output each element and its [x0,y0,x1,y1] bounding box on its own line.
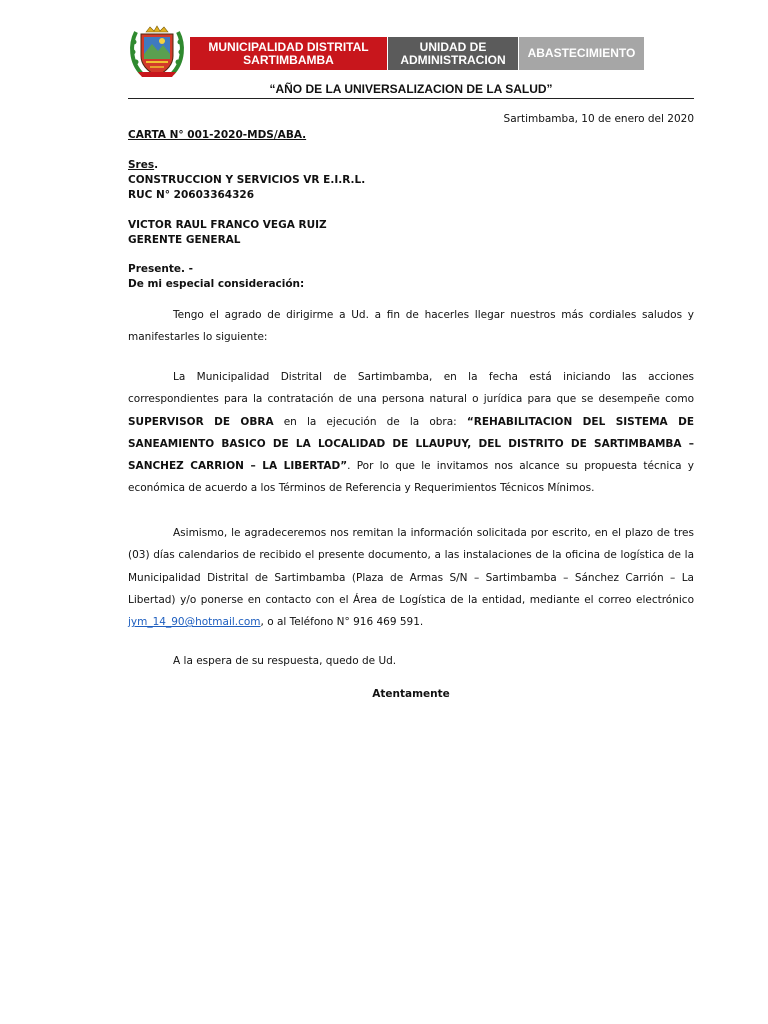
recipient-ruc: RUC N° 20603364326 [128,189,255,201]
contact-title: GERENTE GENERAL [128,234,241,246]
header-box-abastecimiento-label: ABASTECIMIENTO [527,46,636,60]
letter-reference: CARTA N° 001-2020-MDS/ABA. [128,129,307,141]
letter-date: Sartimbamba, 10 de enero del 2020 [503,113,694,125]
header-box-municipalidad-line1: MUNICIPALIDAD DISTRITAL [208,39,369,54]
header-box-administracion-line1: UNIDAD DE [419,39,487,54]
header-divider [128,98,694,99]
paragraph-submission-text: Asimismo, le agradeceremos nos remitan la información solicitada por escrito, en el plazo de tres (03) días calendarios de recibido el presente documento, a las instalaciones de la oficina de logística de la Municipalidad Distrital de Sartimbamba (Plaza de Armas S/N – Sartimbamba – Sánchez Carrión – La Libertad) y/o ponerse en contacto con el Área de Logística de la entidad, mediante el correo electrónico [128,527,694,606]
paragraph-invitation [128,366,694,500]
salutation [128,158,158,173]
role-supervisor: SUPERVISOR DE OBRA [128,415,274,428]
recipient-company: CONSTRUCCION Y SERVICIOS VR E.I.R.L. [128,174,366,186]
paragraph-submission [128,522,694,633]
header-box-municipalidad-line2: SARTIMBAMBA [243,52,334,67]
paragraph-invitation-intro: La Municipalidad Distrital de Sartimbamba, en la fecha está iniciando las acciones correspondientes para la contratación de una persona natural o jurídica para que se desempeñe como [128,371,694,406]
paragraph-farewell: A la espera de su respuesta, quedo de Ud. [173,655,397,667]
closing-line: Atentamente [372,688,450,700]
header-box-abastecimiento [519,37,644,70]
email-link[interactable]: jym_14_90@hotmail.com [128,616,261,629]
header-box-administracion [388,37,518,70]
consideration-line: De mi especial consideración: [128,278,305,290]
contact-name: VICTOR RAUL FRANCO VEGA RUIZ [128,219,327,231]
paragraph-submission-phone: , o al Teléfono N° 916 469 591. [260,616,424,629]
paragraph-greeting: Tengo el agrado de dirigirme a Ud. a fin de hacerles llegar nuestros más cordiales saludos y manifestarles lo siguiente: [128,309,694,344]
paragraph-invitation-end: . Por lo que le invitamos nos alcance su propuesta técnica y económica de acuerdo a los Términos de Referencia y Requerimientos Técnicos Mínimos. [128,460,694,495]
salutation-dot: . [154,159,159,171]
work-title: “REHABILITACION DEL SISTEMA DE SANEAMIENTO BASICO DE LA LOCALIDAD DE LLAUPUY, DEL DISTRITO DE SARTIMBAMBA – SANCHEZ CARRION – LA LIBERTAD” [128,415,694,473]
year-motto: “AÑO DE LA UNIVERSALIZACION DE LA SALUD” [269,82,553,96]
header-box-administracion-line2: ADMINISTRACION [400,52,506,67]
paragraph-invitation-mid: en la ejecución de la obra: [273,415,467,428]
salutation-text: Sres [128,159,155,171]
presente-line: Presente. - [128,263,193,275]
header-box-municipalidad [190,37,387,70]
municipal-crest-icon [128,24,186,80]
